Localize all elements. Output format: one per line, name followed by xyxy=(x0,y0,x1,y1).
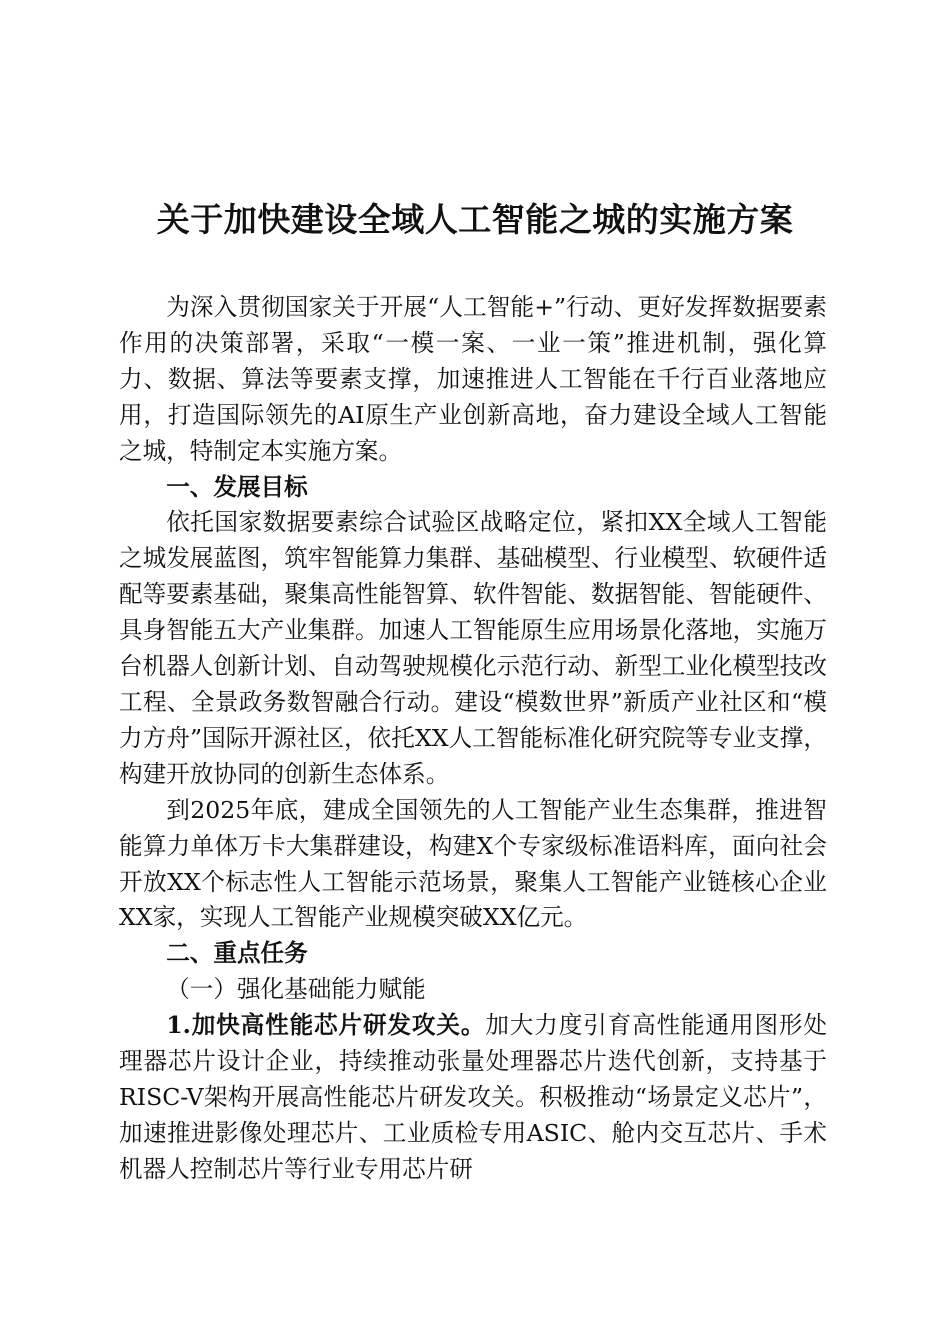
document-title: 关于加快建设全域人工智能之城的实施方案 xyxy=(156,200,794,239)
section-heading-goals: 一、发展目标 xyxy=(166,472,308,501)
task-item-1-text: 加大力度引育高性能通用图形处理器芯片设计企业，持续推动张量处理器芯片迭代创新，支持基于RISC-V架构开展高性能芯片研发攻关。积极推动“场景定义芯片”，加速推进影像处理芯片、工业质检专用ASIC、舱内交互芯片、手术机器人控制芯片等行业专用芯片研 xyxy=(119,1011,827,1183)
subsection-heading-basic-capability: （一）强化基础能力赋能 xyxy=(166,975,426,1004)
document-body xyxy=(119,290,827,1188)
intro-paragraph: 为深入贯彻国家关于开展“人工智能+”行动、更好发挥数据要素作用的决策部署，采取“一模一案、一业一策”推进机制，强化算力、数据、算法等要素支撑，加速推进人工智能在千行百业落地应用，打造国际领先的AI原生产业创新高地，奋力建设全域人工智能之城，特制定本实施方案。 xyxy=(119,293,827,465)
section-heading-tasks: 二、重点任务 xyxy=(166,939,308,968)
goals-paragraph-1: 依托国家数据要素综合试验区战略定位，紧扣XX全域人工智能之城发展蓝图，筑牢智能算力集群、基础模型、行业模型、软硬件适配等要素基础，聚集高性能智算、软件智能、数据智能、智能硬件、具身智能五大产业集群。加速人工智能原生应用场景化落地，实施万台机器人创新计划、自动驾驶规模化示范行动、新型工业化模型技改工程、全景政务数智融合行动。建设“模数世界”新质产业社区和“模力方舟”国际开源社区，依托XX人工智能标准化研究院等专业支撑，构建开放协同的创新生态体系。 xyxy=(119,508,827,788)
goals-paragraph-2: 到2025年底，建成全国领先的人工智能产业生态集群，推进智能算力单体万卡大集群建设，构建X个专家级标准语料库，面向社会开放XX个标志性人工智能示范场景，聚集人工智能产业链核心企业XX家，实现人工智能产业规模突破XX亿元。 xyxy=(119,795,827,932)
task-item-1 xyxy=(119,1008,827,1188)
task-item-1-lead: 1.加快高性能芯片研发攻关。 xyxy=(166,1011,486,1040)
